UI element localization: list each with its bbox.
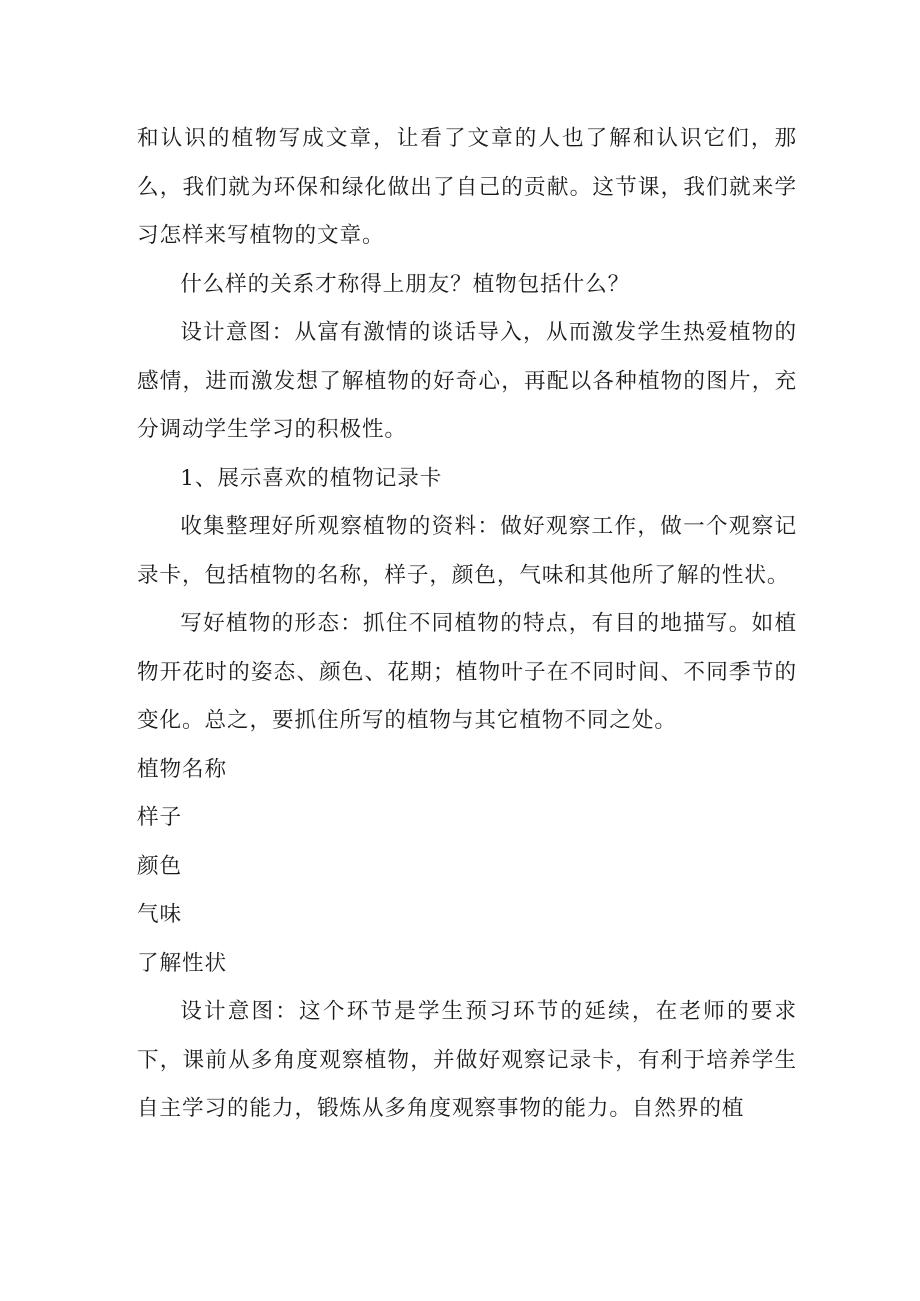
paragraph-design-intent-1: 设计意图：从富有激情的谈话导入，从而激发学生热爱植物的感情，进而激发想了解植物的好奇心，再配以各种植物的图片，充分调动学生学习的积极性。 <box>137 320 797 442</box>
record-card-item-color: 颜色 <box>137 853 182 879</box>
record-card-list <box>137 746 797 989</box>
record-card-item-name: 植物名称 <box>137 756 227 782</box>
record-card-item-smell: 气味 <box>137 902 182 927</box>
paragraph-collect-info: 收集整理好所观察植物的资料：做好观察工作，做一个观察记录卡，包括植物的名称，样子，颜色，气味和其他所了解的性状。 <box>137 514 797 588</box>
document-body <box>137 115 797 1134</box>
record-card-item-traits: 了解性状 <box>137 950 227 976</box>
paragraph-describe-form: 写好植物的形态：抓住不同植物的特点，有目的地描写。如植物开花时的姿态、颜色、花期；植物叶子在不同时间、不同季节的变化。总之，要抓住所写的植物与其它植物不同之处。 <box>137 611 797 733</box>
paragraph-step-heading: 1、展示喜欢的植物记录卡 <box>180 465 443 491</box>
record-card-item-appearance: 样子 <box>137 805 182 830</box>
paragraph-design-intent-2: 设计意图：这个环节是学生预习环节的延续，在老师的要求下，课前从多角度观察植物，并做好观察记录卡，有利于培养学生自主学习的能力，锻炼从多角度观察事物的能力。自然界的植 <box>137 999 797 1121</box>
paragraph-intro-continuation: 和认识的植物写成文章，让看了文章的人也了解和认识它们，那么，我们就为环保和绿化做出了自己的贡献。这节课，我们就来学习怎样来写植物的文章。 <box>137 126 797 248</box>
paragraph-question: 什么样的关系才称得上朋友？植物包括什么？ <box>180 271 631 297</box>
